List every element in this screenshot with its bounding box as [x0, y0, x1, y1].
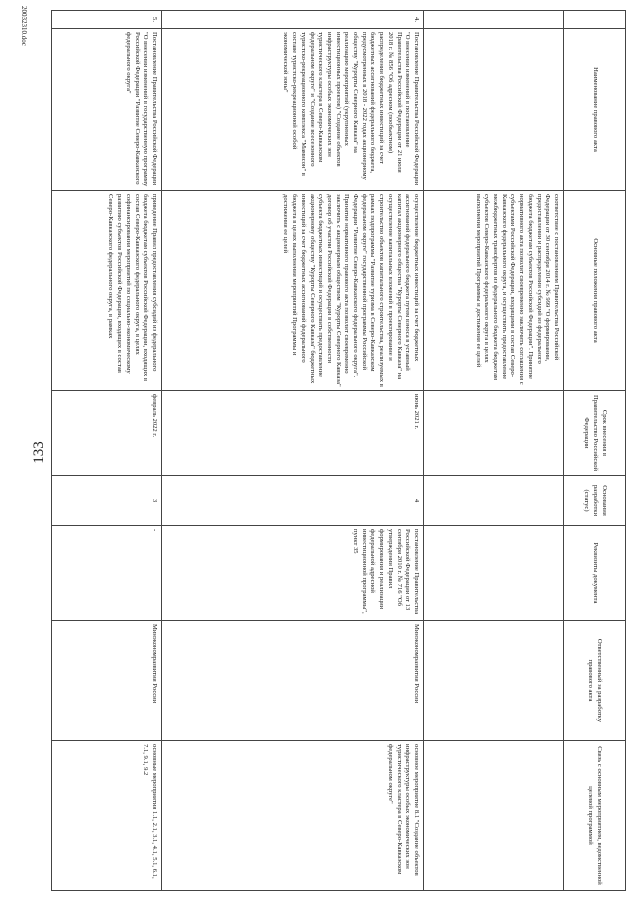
row-details: [424, 526, 564, 621]
header-provisions: Основные положения правового акта: [564, 191, 626, 391]
header-details: Реквизиты документа: [564, 526, 626, 621]
row-responsible: [424, 621, 564, 741]
row-details: -: [52, 526, 162, 621]
page-number: 133: [31, 441, 47, 464]
row-basis: 3: [52, 476, 162, 526]
table-row: [162, 11, 424, 891]
row-num: 4.: [162, 11, 424, 29]
row-deadline: февраль 2022 г.: [52, 391, 162, 476]
document-code: 20032310.doc: [20, 6, 28, 46]
row-responsible: Минэкономразвития России: [162, 621, 424, 741]
header-num: [564, 11, 626, 29]
table-row: [424, 11, 564, 891]
header-link: Связь с основным мероприятием, ведомственной целевой программой: [564, 741, 626, 891]
row-basis: 4: [162, 476, 424, 526]
header-act-name: Наименование правового акта: [564, 29, 626, 191]
row-num: [424, 11, 564, 29]
row-num: 5.: [52, 11, 162, 29]
row-responsible: Минэкономразвития России: [52, 621, 162, 741]
row-deadline: [424, 391, 564, 476]
row-provisions: осуществление бюджетных инвестиций за счет бюджетных ассигнований федерального бюджета путем взноса в уставный капитал акционерного общества "Курорты Северного Кавказа" на осуществление капитальных вложений в проектирование и строительство объектов капитального строительства, реализуемых в рамках подпрограммы "Развитие туризма в Северо-Кавказском федеральном округе" государственной программы Российской Федерации "Развитие Северо-Кавказского федерального округа". Принятие нормативного правового акта позволит своевременно заключить с акционерным обществом "Курорты Северного Кавказа" договор об участии Российской Федерации в собственности субъекта бюджетных инвестиций и осуществить предоставление акционерному обществу "Курорты Северного Кавказа" бюджетных инвестиций за счет бюджетных ассигнований федерального бюджета в целях выполнения мероприятий Программы и достижения ее целей: [162, 191, 424, 391]
table-header-row: [564, 11, 626, 891]
row-act-name: Постановление Правительства Российской Федерации "О внесении изменений в постановление Правительства Российской Федерации от 21 июля 2018 г. № 856 "Об адресном (пообъектном) распределении бюджетных инвестиций за счет бюджетных ассигнований федерального бюджета, предусмотренных в 2018 - 2022 годах акционерному обществу "Курорты Северного Кавказа" на реализацию мероприятий (укрупненных инвестиционных проектов) "Создание объектов инфраструктуры особых экономических зон туристического кластера в Северо-Кавказском федеральном округе" и "Создание всесезонного туристско-рекреационного комплекса "Мамисон" в составе туристско-рекреационной особой экономической зоны": [162, 29, 424, 191]
row-link: основные мероприятия 1.1, 2.1, 3.1, 4.1, 5.1, 6.1, 7.1, 9.1, 9.2: [52, 741, 162, 891]
row-act-name: [424, 29, 564, 191]
row-details: постановление Правительства Российской Федерации от 13 сентября 2010 г. № 716 "Об утверждении Правил формирования и реализации федеральной адресной инвестиционной программы", пункт 35: [162, 526, 424, 621]
header-responsible: Ответственный за разработку правового акта: [564, 621, 626, 741]
legal-acts-table: [51, 10, 626, 891]
row-provisions: приведение Правил предоставления субсидий из федерального бюджета бюджетам субъектов Российской Федерации, входящих в состав Северо-Кавказского федерального округа, в целях софинансирования мероприятий по социально-экономическому развитию субъектов Российской Федерации, входящих в состав Северо-Кавказского федерального округа, в рамках: [52, 191, 162, 391]
header-deadline: Срок внесения в Правительство Российской Федерации: [564, 391, 626, 476]
row-link: основное мероприятие 8.1 "Создание объектов инфраструктуры особых экономических зон туристического кластера в Северо-Кавказском федеральном округе": [162, 741, 424, 891]
row-act-name: Постановление Правительства Российской Федерации "О внесении изменений в государственную программу Российской Федерации "Развитие Северо-Кавказского федерального округа": [52, 29, 162, 191]
table-row: [52, 11, 162, 891]
row-deadline: июнь 2021 г.: [162, 391, 424, 476]
row-provisions: соответствие с постановлением Правительства Российской Федерации от 30 сентября 2014 г. № 999 "О формировании, предоставлении и распределении субсидий из федерального бюджета бюджетам субъектов Российской Федерации". Принятие нормативного акта позволит своевременно заключить соглашения с субъектами Российской Федерации, входящими в состав Северо-Кавказского федерального округа, и осуществить предоставление межбюджетных трансфертов из федерального бюджета бюджетам субъектов Северо-Кавказского федерального округа в целях выполнения мероприятий Программы и достижения ее целей: [424, 191, 564, 391]
row-link: [424, 741, 564, 891]
row-basis: [424, 476, 564, 526]
header-basis: Основания разработки (статус): [564, 476, 626, 526]
